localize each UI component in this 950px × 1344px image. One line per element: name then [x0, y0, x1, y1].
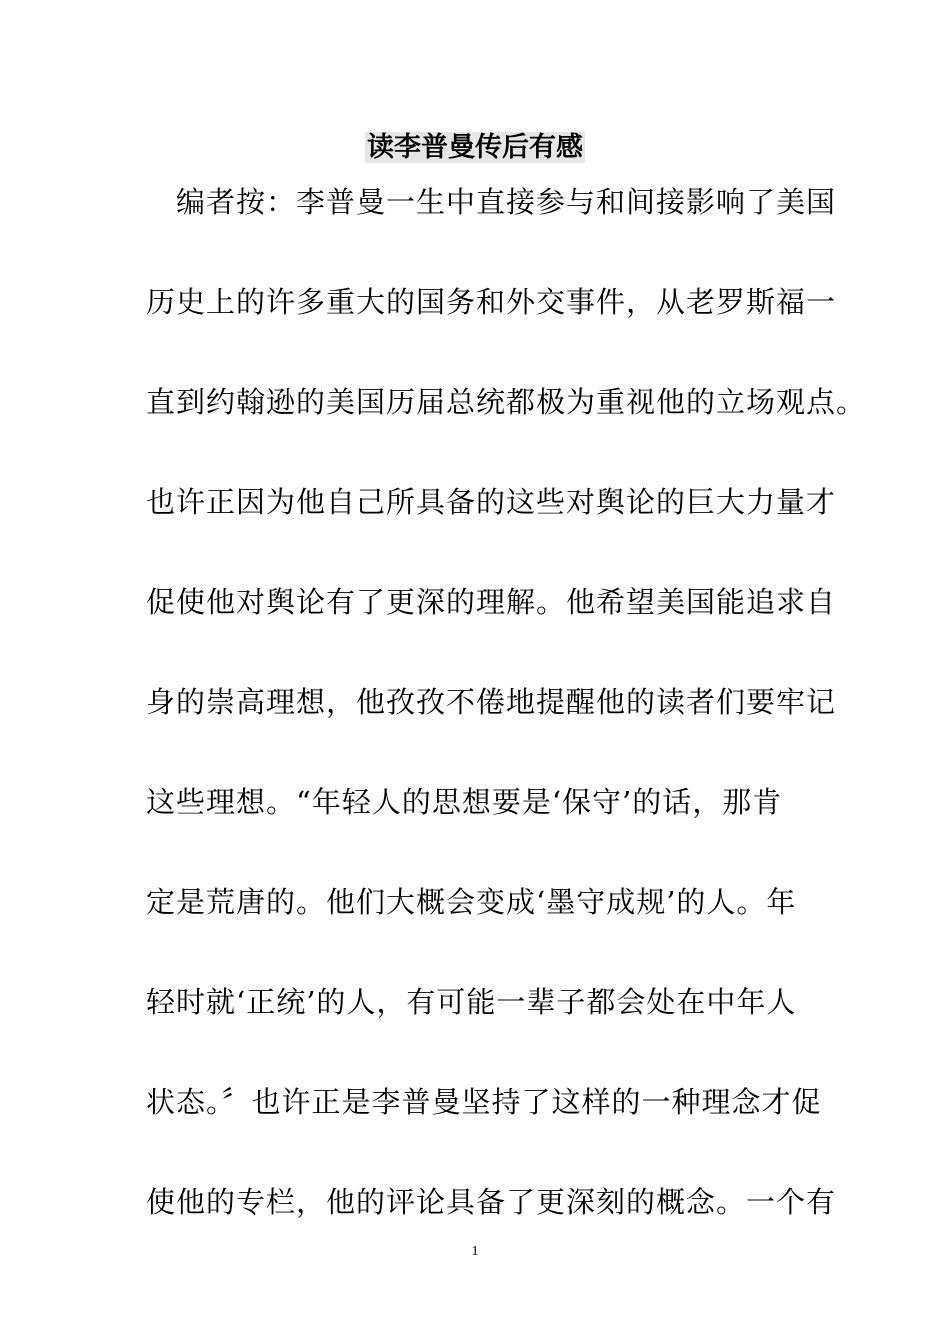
body-line-5: 促使他对舆论有了更深的理解。他希望美国能追求自: [146, 585, 837, 619]
document-title-text: 读李普曼传后有感: [367, 132, 583, 163]
document-title: [0, 128, 950, 168]
body-line-8: 定是荒唐的。他们大概会变成‘墨守成规’的人。年: [146, 885, 797, 919]
body-line-10: 状态。〞也许正是李普曼坚持了这样的一种理念才促: [146, 1085, 822, 1119]
body-line-9: 轻时就‘正统’的人，有可能一辈子都会处在中年人: [146, 985, 797, 1019]
body-line-1: 编者按：李普曼一生中直接参与和间接影响了美国: [146, 185, 837, 219]
body-line-4: 也许正因为他自己所具备的这些对舆论的巨大力量才: [146, 485, 837, 519]
page-number: 1: [471, 1244, 479, 1259]
body-line-6: 身的崇高理想，他孜孜不倦地提醒他的读者们要牢记: [146, 685, 837, 719]
body-line-2: 历史上的许多重大的国务和外交事件，从老罗斯福一: [146, 285, 837, 319]
body-line-11: 使他的专栏，他的评论具备了更深刻的概念。一个有: [146, 1185, 837, 1219]
body-line-7: 这些理想。“年轻人的思想要是‘保守’的话，那肯: [146, 785, 783, 819]
body-line-3: 直到约翰逊的美国历届总统都极为重视他的立场观点。: [146, 385, 867, 419]
